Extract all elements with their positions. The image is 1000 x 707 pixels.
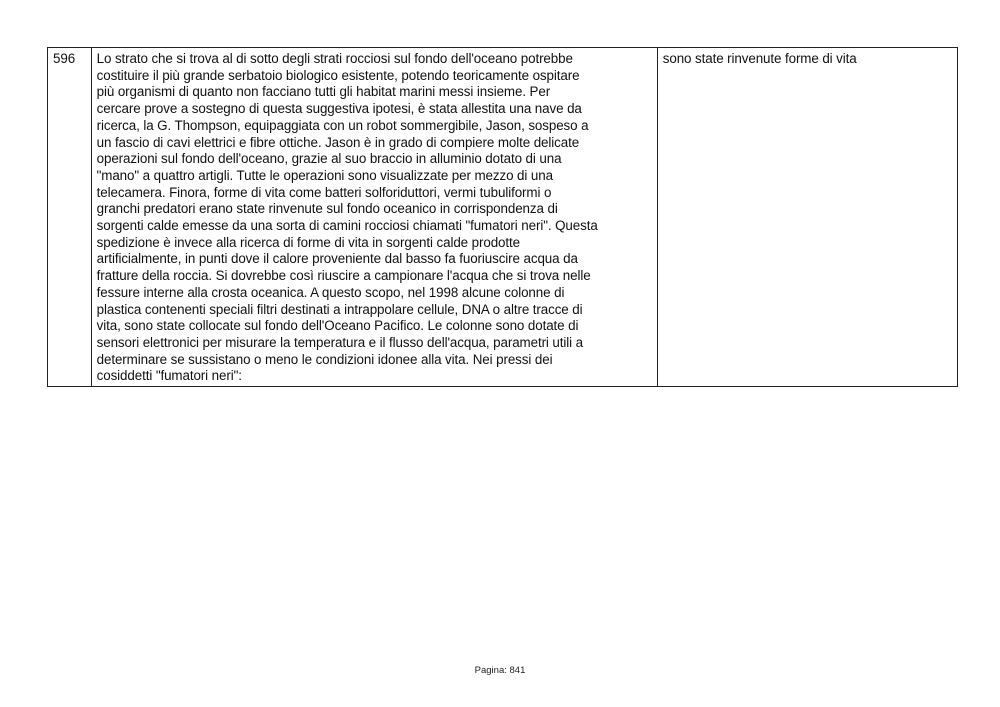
question-text-line: cosiddetti "fumatori neri": [96, 368, 242, 384]
question-text-line: spedizione è invece alla ricerca di forme di vita in sorgenti calde prodotte [96, 234, 520, 250]
question-text-line: cercare prove a sostegno di questa suggestiva ipotesi, è stata allestita una nave da [96, 101, 582, 117]
question-number: 596 [48, 48, 92, 387]
question-text-line: telecamera. Finora, forme di vita come batteri solforiduttori, vermi tubuliformi o [96, 184, 552, 200]
question-text-line: determinare se sussistano o meno le condizioni idonee alla vita. Nei pressi dei [96, 351, 553, 367]
question-text-line: fessure interne alla crosta oceanica. A questo scopo, nel 1998 alcune colonne di [96, 284, 565, 300]
table-row [48, 48, 958, 387]
question-text-line: ricerca, la G. Thompson, equipaggiata con un robot sommergibile, Jason, sospeso a [96, 117, 589, 133]
question-text-line: granchi predatori erano state rinvenute sul fondo oceanico in corrispondenza di [96, 201, 558, 217]
question-text-line: Lo strato che si trova al di sotto degli strati rocciosi sul fondo dell'oceano potrebbe [96, 51, 573, 66]
answer-cell: sono state rinvenute forme di vita [657, 48, 957, 387]
question-text-line: "mano" a quattro artigli. Tutte le operazioni sono visualizzate per mezzo di una [96, 167, 553, 183]
question-text-line: costituire il più grande serbatoio biologico esistente, potendo teoricamente ospitare [96, 67, 580, 83]
question-text-line: operazioni sul fondo dell'oceano, grazie al suo braccio in alluminio dotato di una [96, 151, 562, 167]
question-text [91, 48, 657, 387]
question-text-line: artificialmente, in punti dove il calore proveniente dal basso fa fuoriuscire acqua da [96, 251, 578, 267]
question-text-line: sorgenti calde emesse da una sorta di camini rocciosi chiamati "fumatori neri". Questa [96, 218, 598, 234]
question-table [47, 47, 958, 387]
question-text-line: vita, sono state collocate sul fondo dell'Oceano Pacifico. Le colonne sono dotate di [96, 318, 579, 334]
page-number: Pagina: 841 [474, 665, 526, 676]
question-text-line: più organismi di quanto non facciano tutti gli habitat marini messi insieme. Per [96, 84, 551, 100]
question-text-line: plastica contenenti speciali filtri destinati a intrappolare cellule, DNA o altre tracce di [96, 301, 583, 317]
question-text-line: sensori elettronici per misurare la temperatura e il flusso dell'acqua, parametri utili a [96, 334, 583, 350]
question-text-line: un fascio di cavi elettrici e fibre ottiche. Jason è in grado di compiere molte delicate [96, 134, 580, 150]
question-text-line: fratture della roccia. Si dovrebbe così riuscire a campionare l'acqua che si trova nelle [96, 268, 591, 284]
